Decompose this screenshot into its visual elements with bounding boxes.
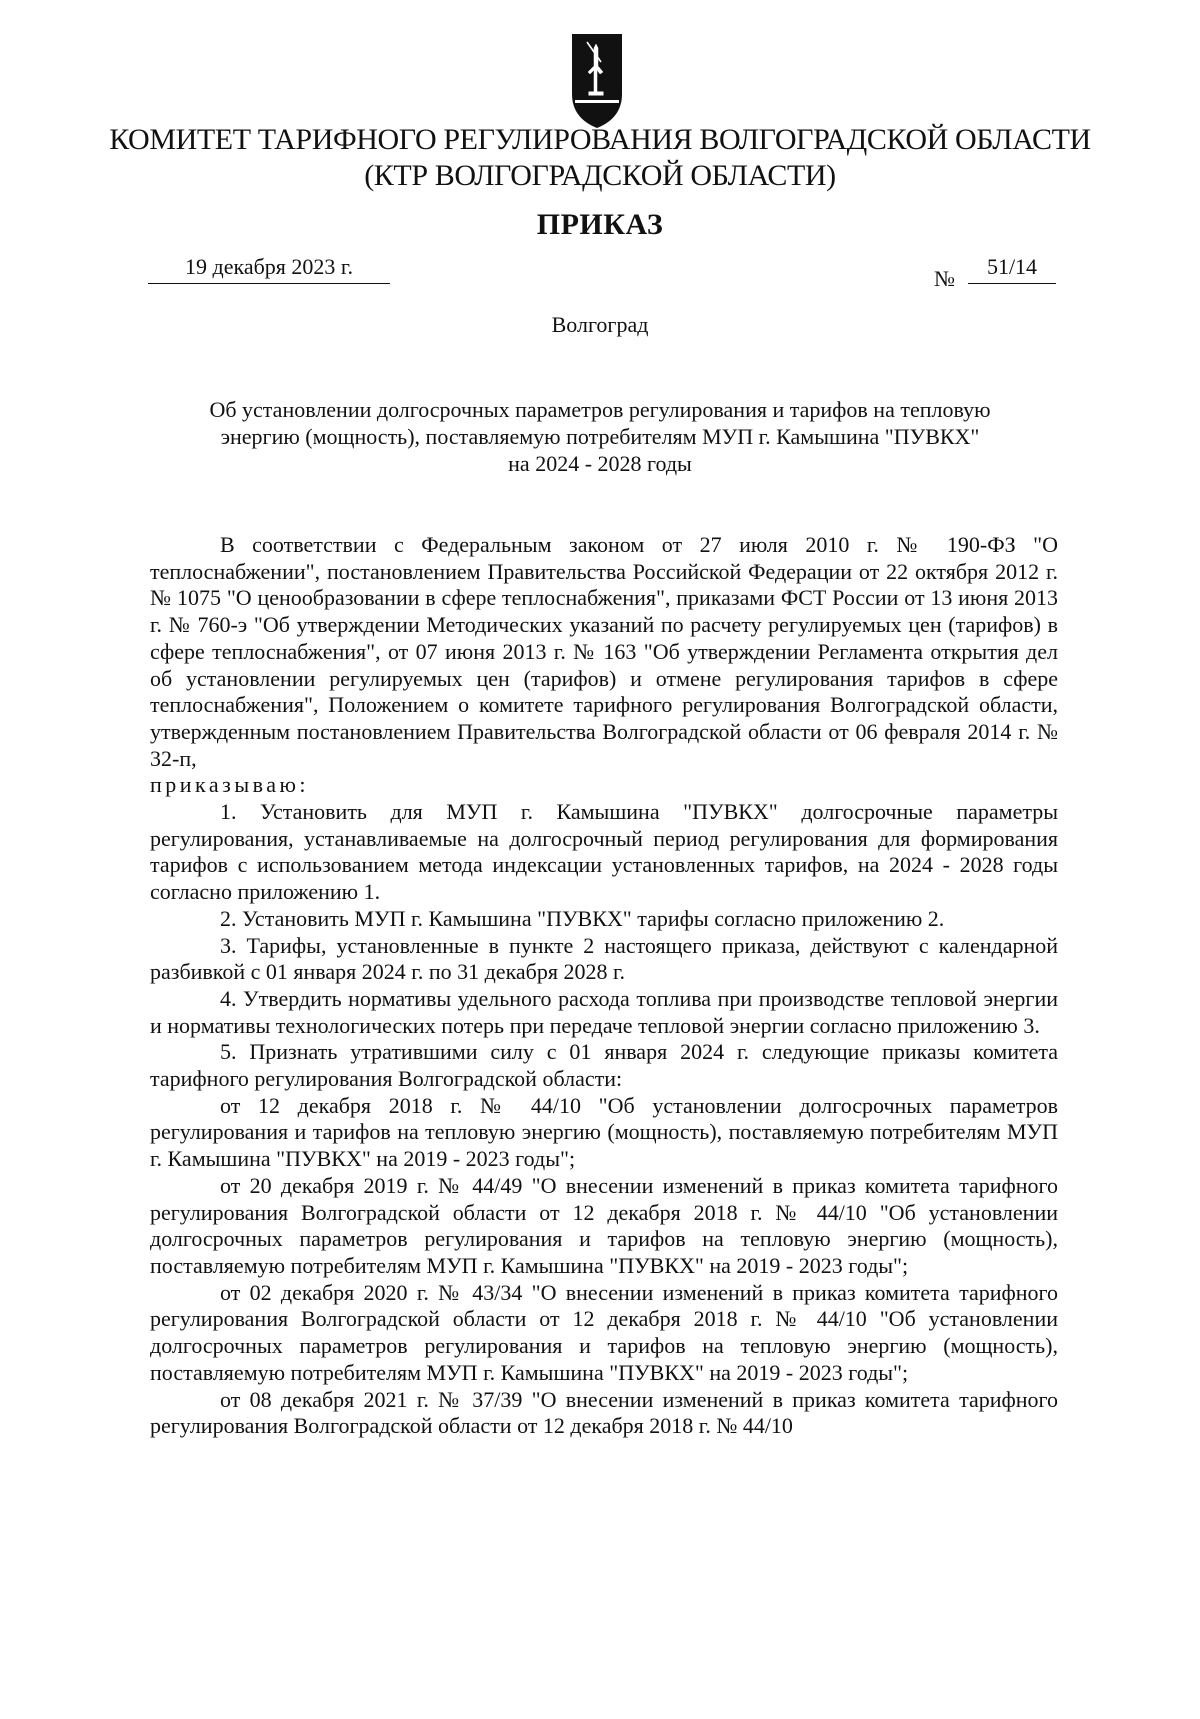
order-item-4: 4. Утвердить нормативы удельного расхода топлива при производстве тепловой энергии и нормативы технологических потерь при передаче тепловой энергии согласно приложению 3.	[150, 985, 1058, 1038]
repealed-order: от 08 декабря 2021 г. № 37/39 "О внесении изменений в приказ комитета тарифного регулирования Волгоградской области от 12 декабря 2018 г. № 44/10	[150, 1386, 1058, 1439]
subject-line: на 2024 - 2028 годы	[508, 451, 692, 476]
order-body	[150, 532, 1058, 1440]
preamble-paragraph: В соответствии с Федеральным законом от 27 июля 2010 г. № 190-ФЗ "О теплоснабжении", постановлением Правительства Российской Федерации от 22 октября 2012 г. № 1075 "О ценообразовании в сфере теплоснабжения", приказами ФСТ России от 13 июня 2013 г. № 760-э "Об утверждении Методических указаний по расчету регулируемых цен (тарифов) в сфере теплоснабжения", от 07 июня 2013 г. № 163 "Об утверждении Регламента открытия дел об установлении регулируемых цен (тарифов) и отмене регулирования тарифов в сфере теплоснабжения", Положением о комитете тарифного регулирования Волгоградской области, утвержденным постановлением Правительства Волгоградской области от 06 февраля 2014 г. № 32-п,	[150, 532, 1058, 771]
decree-word: приказываю:	[150, 772, 310, 798]
order-date: 19 декабря 2023 г.	[148, 252, 390, 284]
committee-abbreviation: (КТР ВОЛГОГРАДСКОЙ ОБЛАСТИ)	[364, 159, 836, 192]
order-item-1: 1. Установить для МУП г. Камышина "ПУВКХ" долгосрочные параметры регулирования, устанавливаемые на долгосрочный период регулирования для формирования тарифов с использованием метода индексации установленных тарифов, на 2024 - 2028 годы согласно приложению 1.	[150, 799, 1058, 905]
order-title: ПРИКАЗ	[536, 208, 664, 241]
volgograd-emblem-icon	[570, 32, 624, 130]
order-subject	[150, 396, 1050, 477]
subject-line: энергию (мощность), поставляемую потребителям МУП г. Камышина "ПУВКХ"	[220, 424, 980, 449]
repealed-order: от 02 декабря 2020 г. № 43/34 "О внесении изменений в приказ комитета тарифного регулирования Волгоградской области от 12 декабря 2018 г. № 44/10 "Об установлении долгосрочных параметров регулирования и тарифов на тепловую энергию (мощность), поставляемую потребителям МУП г. Камышина "ПУВКХ" на 2019 - 2023 годы";	[150, 1279, 1058, 1385]
order-number: 51/14	[968, 252, 1056, 284]
order-number-label: №	[934, 266, 955, 291]
committee-name	[0, 122, 1200, 194]
order-item-5: 5. Признать утратившими силу с 01 января 2024 г. следующие приказы комитета тарифного регулирования Волгоградской области:	[150, 1039, 1058, 1092]
committee-name-line: КОМИТЕТ ТАРИФНОГО РЕГУЛИРОВАНИЯ ВОЛГОГРАДСКОЙ ОБЛАСТИ	[109, 123, 1091, 156]
repealed-order: от 12 декабря 2018 г. № 44/10 "Об установлении долгосрочных параметров регулирования и тарифов на тепловую энергию (мощность), поставляемую потребителям МУП г. Камышина "ПУВКХ" на 2019 - 2023 годы";	[150, 1092, 1058, 1172]
repealed-order: от 20 декабря 2019 г. № 44/49 "О внесении изменений в приказ комитета тарифного регулирования Волгоградской области от 12 декабря 2018 г. № 44/10 "Об установлении долгосрочных параметров регулирования и тарифов на тепловую энергию (мощность), поставляемую потребителям МУП г. Камышина "ПУВКХ" на 2019 - 2023 годы";	[150, 1172, 1058, 1278]
order-item-2: 2. Установить МУП г. Камышина "ПУВКХ" тарифы согласно приложению 2.	[220, 905, 945, 931]
city: Волгоград	[551, 312, 649, 337]
order-item-3: 3. Тарифы, установленные в пункте 2 настоящего приказа, действуют с календарной разбивкой с 01 января 2024 г. по 31 декабря 2028 г.	[150, 932, 1058, 985]
subject-line: Об установлении долгосрочных параметров регулирования и тарифов на тепловую	[209, 397, 991, 422]
